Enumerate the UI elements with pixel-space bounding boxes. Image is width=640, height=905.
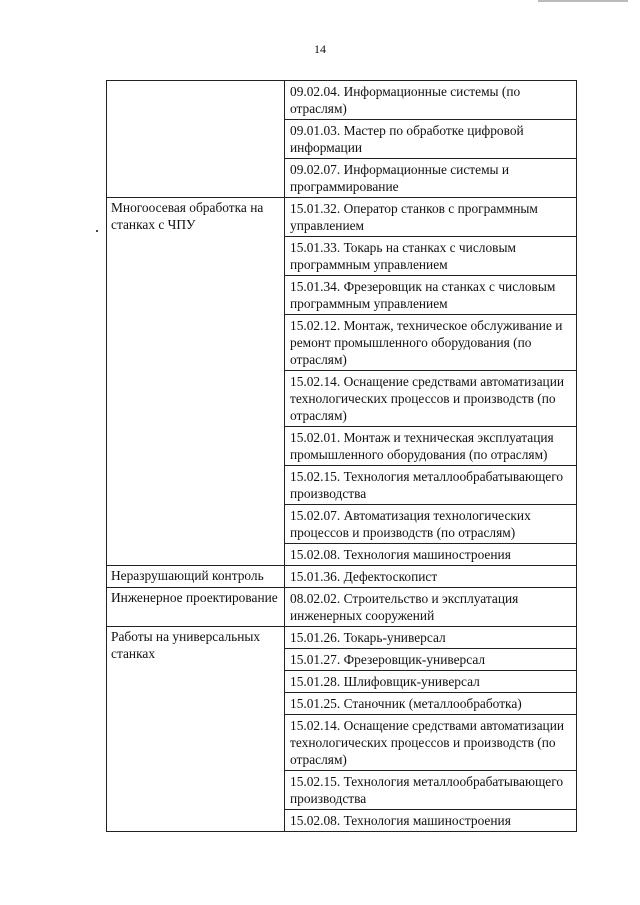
specialty-cell: 15.01.34. Фрезеровщик на станках с числовым программным управлением — [285, 276, 577, 315]
specialty-cell: 15.02.14. Оснащение средствами автоматизации технологических процессов и производств (по отраслям) — [285, 715, 577, 771]
profession-cell — [107, 81, 285, 198]
profession-cell: Инженерное проектирование — [107, 588, 285, 627]
table-row — [107, 588, 577, 627]
specialty-cell: 15.02.07. Автоматизация технологических процессов и производств (по отраслям) — [285, 505, 577, 544]
profession-cell: Многоосевая обработка на станках с ЧПУ — [107, 198, 285, 566]
profession-cell: Неразрушающий контроль — [107, 566, 285, 588]
specialty-cell: 15.01.26. Токарь-универсал — [285, 627, 577, 649]
specialty-cell: 15.02.01. Монтаж и техническая эксплуатация промышленного оборудования (по отраслям) — [285, 427, 577, 466]
profession-cell: Работы на универсальных станках — [107, 627, 285, 832]
specialty-cell: 15.01.27. Фрезеровщик-универсал — [285, 649, 577, 671]
table-row — [107, 566, 577, 588]
scan-dot — [96, 230, 98, 232]
specialty-cell: 15.01.36. Дефектоскопист — [285, 566, 577, 588]
specialty-cell: 15.01.32. Оператор станков с программным управлением — [285, 198, 577, 237]
specialty-cell: 08.02.02. Строительство и эксплуатация инженерных сооружений — [285, 588, 577, 627]
specialty-cell: 15.01.25. Станочник (металлообработка) — [285, 693, 577, 715]
professions-table — [106, 80, 577, 832]
specialty-cell: 15.02.15. Технология металлообрабатывающего производства — [285, 771, 577, 810]
table-row — [107, 81, 577, 120]
table-row — [107, 198, 577, 237]
specialty-cell: 15.01.28. Шлифовщик-универсал — [285, 671, 577, 693]
specialty-cell: 09.02.07. Информационные системы и программирование — [285, 159, 577, 198]
specialty-cell: 15.02.08. Технология машиностроения — [285, 810, 577, 832]
specialty-cell: 09.02.04. Информационные системы (по отраслям) — [285, 81, 577, 120]
specialty-cell: 15.02.08. Технология машиностроения — [285, 544, 577, 566]
specialty-cell: 15.02.14. Оснащение средствами автоматизации технологических процессов и производств (по отраслям) — [285, 371, 577, 427]
page-number: 14 — [314, 42, 326, 56]
scan-edge-mark — [538, 0, 628, 2]
specialty-cell: 15.02.15. Технология металлообрабатывающего производства — [285, 466, 577, 505]
specialty-cell: 15.02.12. Монтаж, техническое обслуживание и ремонт промышленного оборудования (по отраслям) — [285, 315, 577, 371]
specialty-cell: 09.01.03. Мастер по обработке цифровой информации — [285, 120, 577, 159]
specialty-cell: 15.01.33. Токарь на станках с числовым программным управлением — [285, 237, 577, 276]
table-body — [107, 81, 577, 832]
table-row — [107, 627, 577, 649]
